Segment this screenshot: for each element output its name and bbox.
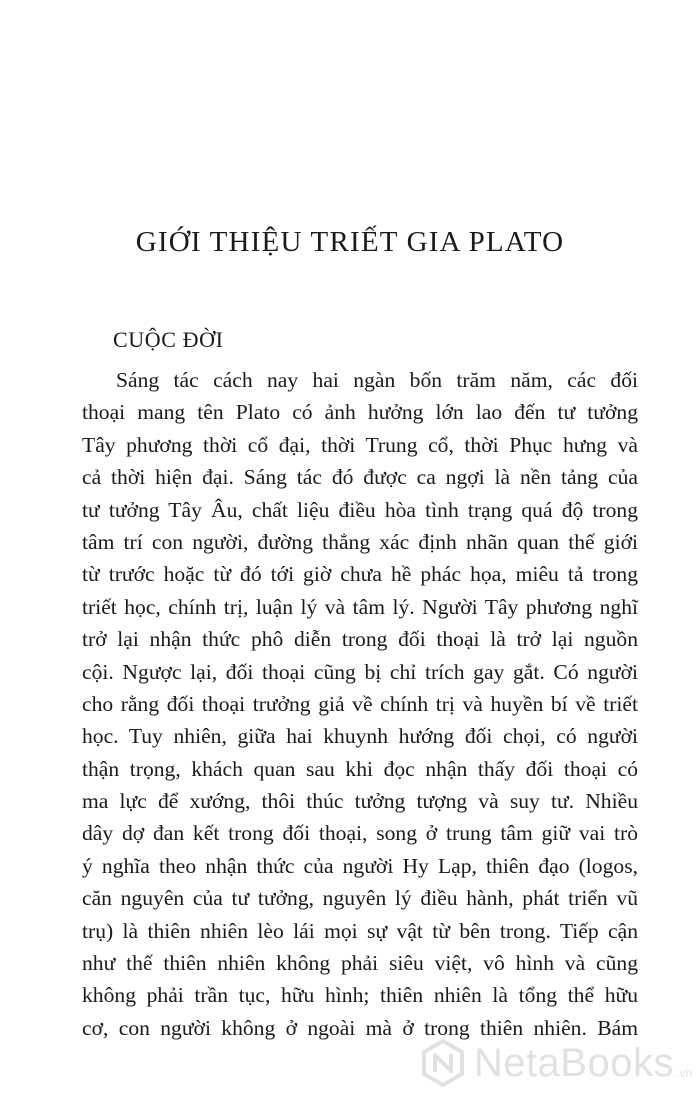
paragraph-line: cơ, con người không ở ngoài mà ở trong thiên nhiên. Bám [82,1015,638,1040]
watermark-brand: NetaBooks [473,1040,674,1085]
chapter-title: GIỚI THIỆU TRIẾT GIA PLATO [135,226,565,258]
paragraph-line: căn nguyên của tư tưởng, nguyên lý điều hành, phát triển vũ [82,886,638,911]
paragraph-line: ý nghĩa theo nhận thức của người Hy Lạp, thiên đạo (logos, [82,853,638,878]
watermark [418,1038,692,1088]
paragraph-line: không phải trần tục, hữu hình; thiên nhiên là tổng thể hữu [82,983,638,1008]
paragraph-line: từ trước hoặc từ đó tới giờ chưa hề phác họa, miêu tả trong [82,562,638,587]
paragraph-line: như thế thiên nhiên không phải siêu việt, vô hình và cũng [82,951,638,976]
body-paragraph [82,364,638,1044]
paragraph-line: thận trọng, khách quan sau khi đọc nhận thấy đối thoại có [82,756,638,781]
netabooks-logo-icon [418,1038,468,1088]
paragraph-line: cho rằng đối thoại trưởng giả về chính trị và huyền bí về triết [82,691,638,716]
paragraph-line: ma lực để xướng, thôi thúc tưởng tượng và suy tư. Nhiều [82,789,638,814]
watermark-suffix: .vn [675,1066,692,1080]
paragraph-line: học. Tuy nhiên, giữa hai khuynh hướng đối chọi, có người [82,724,638,749]
paragraph-line: Tây phương thời cổ đại, thời Trung cổ, thời Phục hưng và [82,432,638,457]
paragraph-line: trụ) là thiên nhiên lèo lái mọi sự vật từ bên trong. Tiếp cận [82,918,638,943]
paragraph-line: thoại mang tên Plato có ảnh hưởng lớn lao đến tư tưởng [82,400,638,425]
paragraph-line: trở lại nhận thức phô diễn trong đối thoại là trở lại nguồn [82,627,638,652]
paragraph-line: cả thời hiện đại. Sáng tác đó được ca ngợi là nền tảng của [82,465,638,490]
paragraph-line: dây dợ đan kết trong đối thoại, song ở trung tâm giữ vai trò [82,821,638,846]
paragraph-line: tư tưởng Tây Âu, chất liệu điều hòa tình trạng quá độ trong [82,497,638,522]
section-heading: CUỘC ĐỜI [113,327,224,352]
paragraph-line: triết học, chính trị, luận lý và tâm lý. Người Tây phương nghĩ [82,594,638,619]
paragraph-line: cội. Ngược lại, đối thoại cũng bị chỉ trích gay gắt. Có người [82,659,638,684]
paragraph-line: Sáng tác cách nay hai ngàn bốn trăm năm, các đối [116,368,638,392]
paragraph-line: tâm trí con người, đường thẳng xác định nhãn quan thế giới [82,529,638,554]
